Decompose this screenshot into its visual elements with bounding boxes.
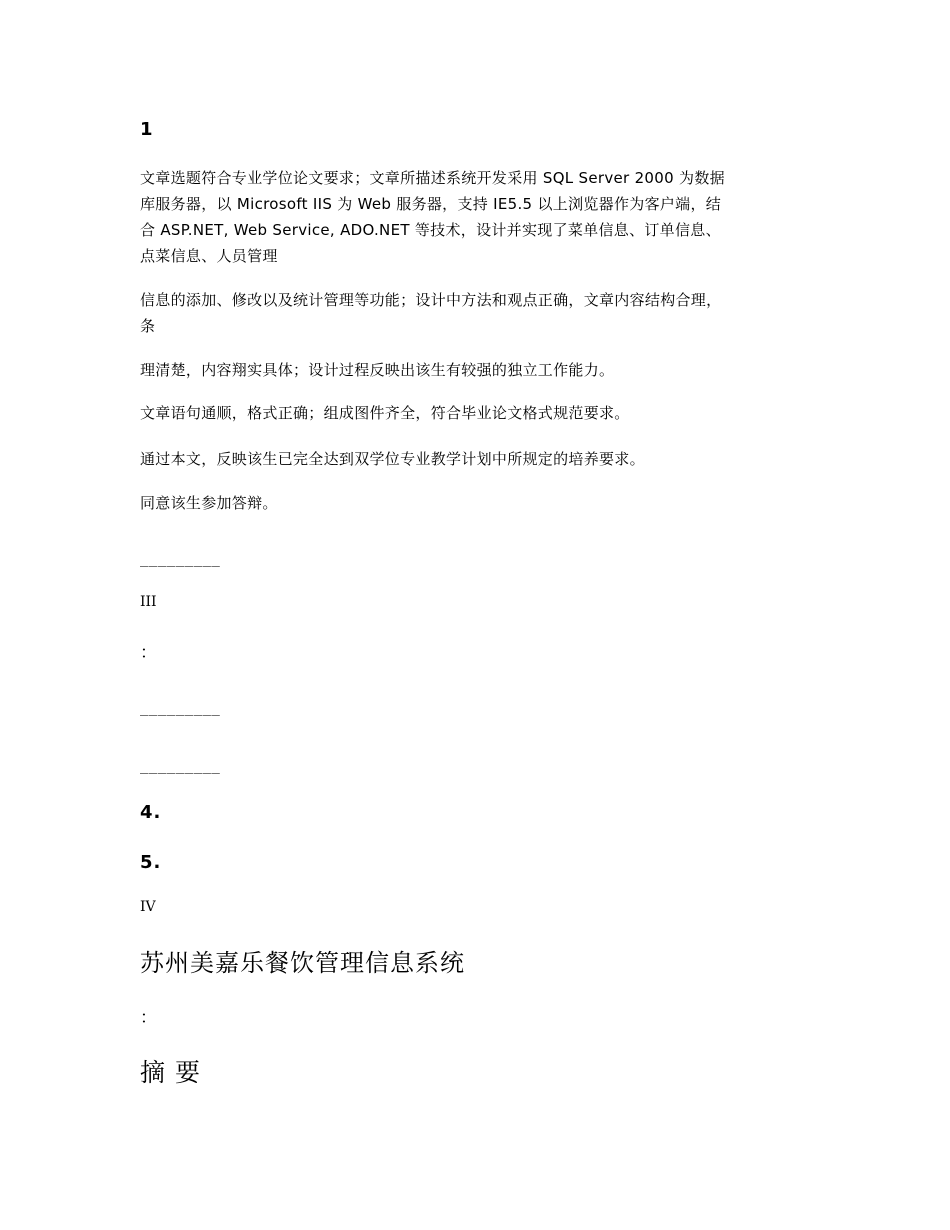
paragraph-2-line-1: 信息的添加、修改以及统计管理等功能；设计中方法和观点正确，文章内容结构合理，: [140, 291, 722, 309]
review-paragraph-3: 理清楚，内容翔实具体；设计过程反映出该生有较强的独立工作能力。: [140, 361, 615, 379]
roman-numeral-iv: IV: [140, 899, 156, 915]
review-paragraph-4: 文章语句通顺，格式正确；组成图件齐全，符合毕业论文格式规范要求。: [140, 404, 630, 422]
paragraph-2-line-2: 条: [140, 317, 156, 335]
signature-line-1: _________: [140, 551, 221, 567]
item-number-5: 5.: [140, 852, 162, 873]
review-paragraph-6: 同意该生参加答辩。: [140, 494, 278, 512]
review-paragraph-5: 通过本文，反映该生已完全达到双学位专业教学计划中所规定的培养要求。: [140, 450, 645, 468]
item-number-4: 4.: [140, 802, 162, 823]
review-paragraph-1: [140, 165, 810, 269]
review-paragraph-2: [140, 287, 810, 339]
signature-line-3: _________: [140, 758, 221, 774]
abstract-heading: 摘要: [140, 1058, 211, 1087]
roman-numeral-iii: III: [140, 594, 157, 610]
section-number: 1: [140, 119, 154, 140]
paragraph-1-line-4: 点菜信息、人员管理: [140, 247, 278, 265]
colon-label-1: ：: [140, 643, 157, 663]
paragraph-1-line-3: 合 ASP.NET, Web Service, ADO.NET 等技术，设计并实现了菜单信息、订单信息、: [140, 221, 721, 239]
system-title: 苏州美嘉乐餐饮管理信息系统: [140, 949, 465, 977]
colon-label-2: ：: [140, 1008, 157, 1028]
paragraph-1-line-2: 库服务器，以 Microsoft IIS 为 Web 服务器，支持 IE5.5 以上浏览器作为客户端，结: [140, 195, 722, 213]
signature-line-2: _________: [140, 700, 221, 716]
paragraph-1-line-1: 文章选题符合专业学位论文要求；文章所描述系统开发采用 SQL Server 2000 为数据: [140, 169, 725, 187]
